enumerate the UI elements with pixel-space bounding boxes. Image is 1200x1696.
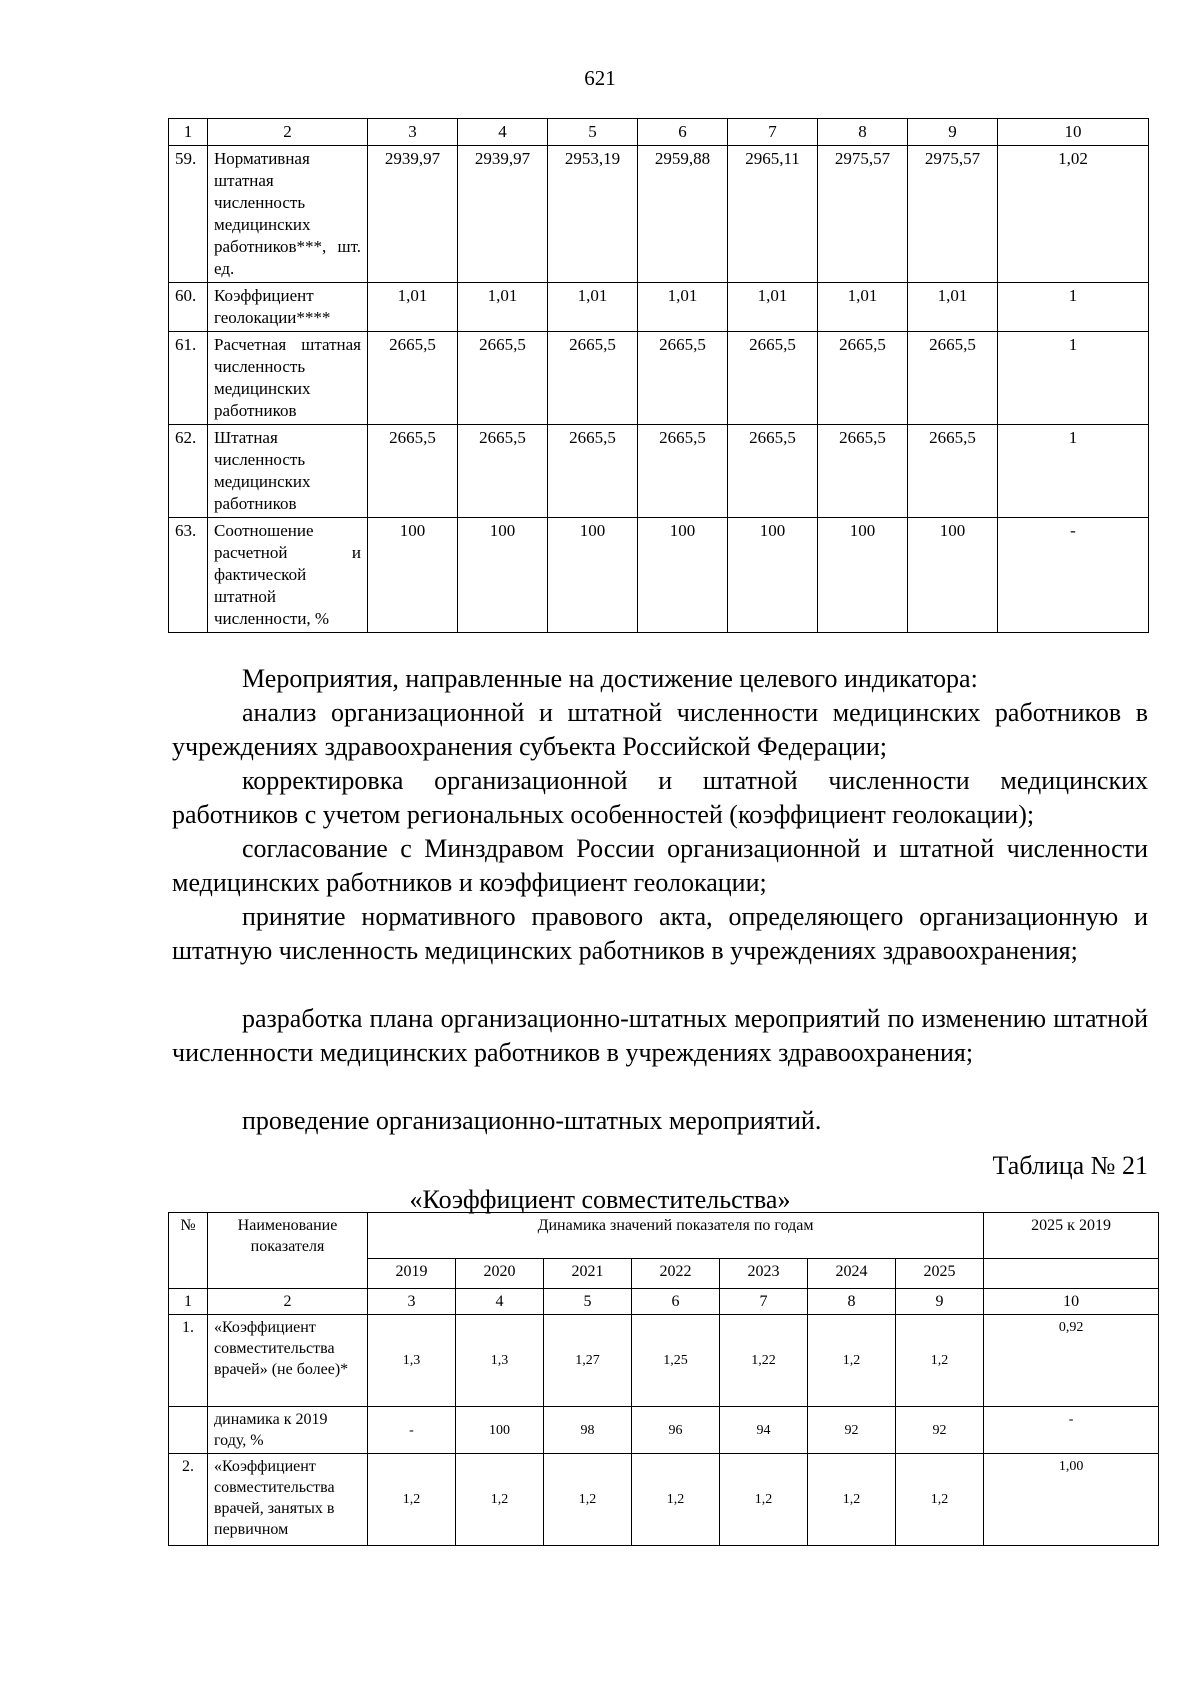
cell-value: 1,3 — [368, 1315, 456, 1407]
cell-value: 2975,57 — [818, 146, 908, 283]
column-number: 8 — [808, 1289, 896, 1315]
measure-item: согласование с Минздравом России организационной и штатной численности медицинских работников и коэффициент геолокации; — [172, 834, 1148, 897]
cell-value: 1,2 — [720, 1454, 808, 1546]
cell-value: 100 — [638, 518, 728, 633]
cell-value: 1,27 — [544, 1315, 632, 1407]
column-number: 2 — [208, 1289, 368, 1315]
cell-value: 2665,5 — [458, 425, 548, 518]
measure-item: разработка плана организационно-штатных мероприятий по изменению штатной численности медицинских работников в учреждениях здравоохранения; — [172, 1004, 1148, 1067]
cell-value: 1,01 — [458, 283, 548, 332]
row-number: 2. — [169, 1454, 208, 1546]
cell-value: 2953,19 — [548, 146, 638, 283]
cell-value: 100 — [908, 518, 998, 633]
cell-value: 100 — [548, 518, 638, 633]
measure-item: корректировка организационной и штатной численности медицинских работников с учетом региональных особенностей (коэффициент геолокации); — [172, 766, 1148, 829]
table-header-row — [169, 1213, 1159, 1259]
cell-value: 2665,5 — [548, 332, 638, 425]
table-row — [169, 332, 1149, 425]
cell-value: 1,22 — [720, 1315, 808, 1407]
cell-value: 100 — [456, 1407, 544, 1454]
column-number: 6 — [632, 1289, 720, 1315]
year-cell: 2020 — [456, 1259, 544, 1289]
cell-value: 1,2 — [808, 1454, 896, 1546]
cell-value: 92 — [896, 1407, 984, 1454]
column-number: 3 — [368, 1289, 456, 1315]
cell-value: 2665,5 — [908, 425, 998, 518]
indicator-name: Расчетная штатная численность медицинских работников — [208, 332, 368, 425]
combination-coefficient-table — [168, 1212, 1159, 1546]
row-number: 1. — [169, 1315, 208, 1407]
column-number: 9 — [896, 1289, 984, 1315]
cell-value: 96 — [632, 1407, 720, 1454]
indicator-name: Нормативная штатная численность медицинских работников***, шт. ед. — [208, 146, 368, 283]
row-number: 61. — [169, 332, 208, 425]
cell-value: 1,01 — [638, 283, 728, 332]
cell-value: 2665,5 — [368, 425, 458, 518]
cell-value: 2939,97 — [368, 146, 458, 283]
cell-value: 1,25 — [632, 1315, 720, 1407]
measure-item: проведение организационно-штатных мероприятий. — [242, 1106, 822, 1135]
empty-cell — [984, 1259, 1159, 1289]
cell-value: 2665,5 — [638, 425, 728, 518]
indicator-name: «Коэффициент совместительства врачей» (не более)* — [208, 1315, 368, 1407]
cell-value: 1,3 — [456, 1315, 544, 1407]
cell-value: 1,2 — [896, 1454, 984, 1546]
year-cell: 2019 — [368, 1259, 456, 1289]
row-number: 63. — [169, 518, 208, 633]
cell-value: 100 — [368, 518, 458, 633]
cell-value: 2665,5 — [458, 332, 548, 425]
ratio-value: - — [984, 1407, 1159, 1454]
cell-value: 1,2 — [896, 1315, 984, 1407]
indicator-name: динамика к 2019 году, % — [208, 1407, 368, 1454]
cell-value: 2665,5 — [548, 425, 638, 518]
ratio-value: 1,00 — [984, 1454, 1159, 1546]
cell-value: 2665,5 — [908, 332, 998, 425]
cell-value: 1 — [998, 283, 1149, 332]
indicator-table — [168, 118, 1149, 633]
cell-value: 1,2 — [632, 1454, 720, 1546]
indicator-name: Соотношение расчетной и фактической штатной численности, % — [208, 518, 368, 633]
cell-value: 1,2 — [808, 1315, 896, 1407]
column-number: 7 — [728, 119, 818, 146]
year-cell: 2023 — [720, 1259, 808, 1289]
cell-value: 1,01 — [548, 283, 638, 332]
table-row — [169, 518, 1149, 633]
cell-value: 1,01 — [818, 283, 908, 332]
column-number: 7 — [720, 1289, 808, 1315]
cell-value: 100 — [458, 518, 548, 633]
column-number: 9 — [908, 119, 998, 146]
cell-value: 94 — [720, 1407, 808, 1454]
cell-value: 2665,5 — [638, 332, 728, 425]
year-cell: 2021 — [544, 1259, 632, 1289]
column-number: 10 — [998, 119, 1149, 146]
year-cell: 2025 — [896, 1259, 984, 1289]
table-row — [169, 425, 1149, 518]
cell-value: 1,01 — [368, 283, 458, 332]
table-header-row — [169, 119, 1149, 146]
row-number: 60. — [169, 283, 208, 332]
table-title: «Коэффициент совместительства» — [409, 1185, 791, 1214]
cell-value: 2665,5 — [818, 332, 908, 425]
column-number: 1 — [169, 119, 208, 146]
header-number: № — [169, 1213, 208, 1289]
cell-value: 2665,5 — [728, 332, 818, 425]
year-cell: 2022 — [632, 1259, 720, 1289]
measures-heading: Мероприятия, направленные на достижение целевого индикатора: — [242, 664, 978, 693]
table-row — [169, 1315, 1159, 1407]
indicator-name: Штатная численность медицинских работников — [208, 425, 368, 518]
measure-item: анализ организационной и штатной численности медицинских работников в учреждениях здравоохранения субъекта Российской Федерации; — [172, 698, 1148, 761]
cell-value: 92 — [808, 1407, 896, 1454]
column-number: 6 — [638, 119, 728, 146]
table-row — [169, 283, 1149, 332]
row-number: 59. — [169, 146, 208, 283]
column-number: 3 — [368, 119, 458, 146]
table-row — [169, 146, 1149, 283]
measure-item: принятие нормативного правового акта, определяющего организационную и штатную численность медицинских работников в учреждениях здравоохранения; — [172, 902, 1148, 965]
table-row — [169, 1454, 1159, 1546]
header-dynamics: Динамика значений показателя по годам — [368, 1213, 984, 1259]
cell-value: 1,2 — [368, 1454, 456, 1546]
indicator-name: Коэффициент геолокации**** — [208, 283, 368, 332]
cell-value: 98 — [544, 1407, 632, 1454]
year-cell: 2024 — [808, 1259, 896, 1289]
cell-value: 2665,5 — [368, 332, 458, 425]
column-number: 5 — [548, 119, 638, 146]
cell-value: 2665,5 — [818, 425, 908, 518]
cell-value: 100 — [728, 518, 818, 633]
column-number: 4 — [456, 1289, 544, 1315]
page-number: 621 — [584, 66, 616, 90]
cell-value: 1 — [998, 425, 1149, 518]
table-caption: Таблица № 21 — [992, 1151, 1148, 1180]
cell-value: 2965,11 — [728, 146, 818, 283]
column-number: 1 — [169, 1289, 208, 1315]
cell-value: - — [368, 1407, 456, 1454]
cell-value: 2959,88 — [638, 146, 728, 283]
table-row — [169, 1407, 1159, 1454]
cell-value: 2665,5 — [728, 425, 818, 518]
column-number: 8 — [818, 119, 908, 146]
cell-value: 2939,97 — [458, 146, 548, 283]
cell-value: 1,01 — [908, 283, 998, 332]
cell-value: 2975,57 — [908, 146, 998, 283]
column-number: 4 — [458, 119, 548, 146]
header-indicator-name: Наименование показателя — [208, 1213, 368, 1289]
column-number: 2 — [208, 119, 368, 146]
cell-value: 100 — [818, 518, 908, 633]
table-colnum-row — [169, 1289, 1159, 1315]
cell-value: - — [998, 518, 1149, 633]
cell-value: 1 — [998, 332, 1149, 425]
cell-value: 1,02 — [998, 146, 1149, 283]
row-number: 62. — [169, 425, 208, 518]
column-number: 5 — [544, 1289, 632, 1315]
ratio-value: 0,92 — [984, 1315, 1159, 1407]
indicator-name: «Коэффициент совместительства врачей, занятых в первичном — [208, 1454, 368, 1546]
row-number — [169, 1407, 208, 1454]
cell-value: 1,01 — [728, 283, 818, 332]
cell-value: 1,2 — [544, 1454, 632, 1546]
cell-value: 1,2 — [456, 1454, 544, 1546]
column-number: 10 — [984, 1289, 1159, 1315]
header-ratio: 2025 к 2019 — [984, 1213, 1159, 1259]
